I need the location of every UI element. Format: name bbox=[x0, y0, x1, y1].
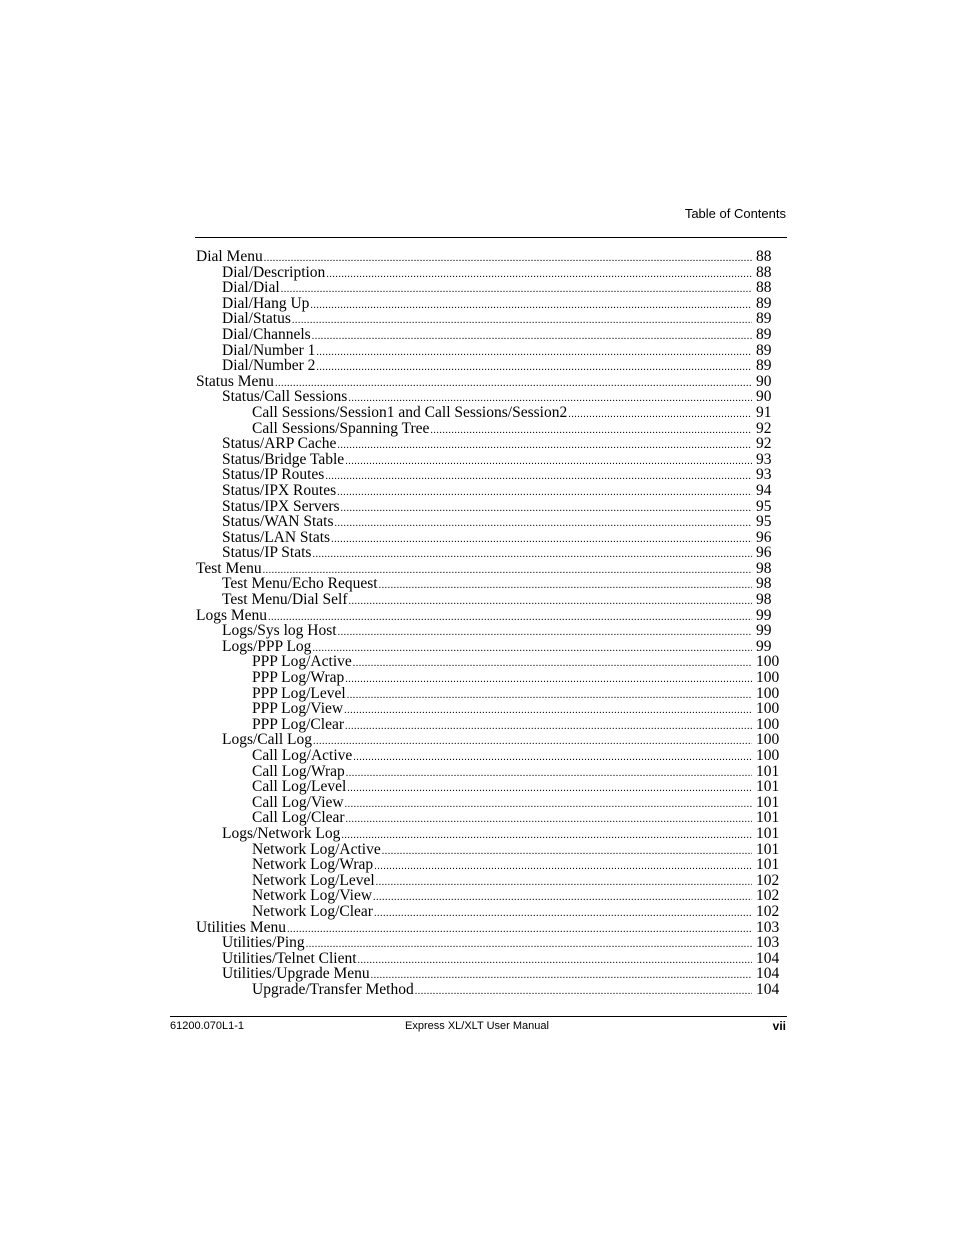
dot-leader bbox=[374, 859, 752, 875]
toc-entry-label: Upgrade/Transfer Method bbox=[252, 980, 414, 998]
toc-entry-page: 92 bbox=[756, 419, 772, 437]
dot-leader bbox=[338, 625, 752, 641]
toc-entry[interactable] bbox=[196, 639, 786, 655]
toc-entry[interactable] bbox=[196, 296, 786, 312]
toc-entry[interactable] bbox=[196, 810, 786, 826]
footer-page-number: vii bbox=[772, 1019, 786, 1033]
dot-leader bbox=[415, 984, 752, 1000]
toc-entry-label: Logs/Network Log bbox=[222, 824, 341, 842]
toc-entry[interactable] bbox=[196, 857, 786, 873]
toc-entry-label: Status/WAN Stats bbox=[222, 513, 334, 531]
toc-entry-page: 96 bbox=[756, 528, 772, 546]
toc-entry-page: 101 bbox=[756, 824, 780, 842]
toc-entry-label: Status/IPX Servers bbox=[222, 497, 340, 515]
dot-leader bbox=[341, 501, 752, 517]
toc-entry-page: 99 bbox=[756, 606, 772, 624]
toc-entry[interactable] bbox=[196, 280, 786, 296]
toc-entry[interactable] bbox=[196, 764, 786, 780]
toc-entry-label: Network Log/Level bbox=[252, 871, 375, 889]
toc-entry[interactable] bbox=[196, 951, 786, 967]
toc-entry[interactable] bbox=[196, 311, 786, 327]
toc-entry-page: 95 bbox=[756, 497, 772, 515]
toc-entry-page: 100 bbox=[756, 715, 780, 733]
dot-leader bbox=[347, 781, 752, 797]
dot-leader bbox=[331, 532, 752, 548]
toc-entry-page: 99 bbox=[756, 622, 772, 640]
toc-entry[interactable] bbox=[196, 499, 786, 515]
toc-entry-label: Dial Menu bbox=[196, 248, 263, 265]
toc-entry-page: 101 bbox=[756, 840, 780, 858]
toc-entry-label: Network Log/View bbox=[252, 887, 373, 905]
toc-entry-page: 91 bbox=[756, 403, 772, 421]
toc-entry[interactable] bbox=[196, 779, 786, 795]
toc-entry[interactable] bbox=[196, 826, 786, 842]
toc-entry-page: 102 bbox=[756, 902, 780, 920]
toc-entry-label: Network Log/Clear bbox=[252, 902, 373, 920]
toc-entry-page: 102 bbox=[756, 871, 780, 889]
toc-entry[interactable] bbox=[196, 265, 786, 281]
toc-entry-label: Utilities/Ping bbox=[222, 934, 305, 952]
toc-entry-page: 89 bbox=[756, 325, 772, 343]
toc-entry-page: 104 bbox=[756, 949, 780, 967]
toc-entry-label: Call Log/Active bbox=[252, 747, 353, 764]
dot-leader bbox=[346, 766, 752, 782]
dot-leader bbox=[345, 719, 752, 735]
toc-entry-page: 88 bbox=[756, 279, 772, 297]
toc-entry-label: Test Menu/Echo Request bbox=[222, 575, 378, 593]
toc-entry[interactable] bbox=[196, 888, 786, 904]
toc-entry-label: Logs/Sys log Host bbox=[222, 622, 337, 640]
toc-entry-label: PPP Log/Wrap bbox=[252, 669, 345, 687]
toc-entry[interactable] bbox=[196, 561, 786, 577]
toc-entry-page: 98 bbox=[756, 591, 772, 609]
dot-leader bbox=[264, 251, 752, 267]
toc-entry-page: 100 bbox=[756, 669, 780, 687]
toc-entry-label: Test Menu bbox=[196, 559, 262, 577]
toc-entry-label: Dial/Number 2 bbox=[222, 357, 316, 375]
toc-entry-label: Call Log/View bbox=[252, 793, 344, 811]
dot-leader bbox=[379, 578, 752, 594]
toc-entry-label: Status Menu bbox=[196, 372, 274, 390]
toc-entry-page: 95 bbox=[756, 513, 772, 531]
dot-leader bbox=[358, 953, 752, 969]
toc-entry-label: Utilities/Telnet Client bbox=[222, 949, 357, 967]
toc-entry-page: 104 bbox=[756, 980, 780, 998]
toc-entry-label: Status/IP Stats bbox=[222, 544, 312, 562]
toc-entry-page: 101 bbox=[756, 809, 780, 827]
toc-entry-page: 90 bbox=[756, 372, 772, 390]
toc-entry-page: 100 bbox=[756, 700, 780, 718]
toc-entry[interactable] bbox=[196, 343, 786, 359]
dot-leader bbox=[312, 329, 752, 345]
toc-entry-label: Call Sessions/Session1 and Call Sessions/Session2 bbox=[252, 403, 568, 421]
toc-entry-label: Network Log/Active bbox=[252, 840, 381, 858]
toc-entry-label: Dial/Description bbox=[222, 263, 326, 281]
toc-entry[interactable] bbox=[196, 654, 786, 670]
toc-entry-page: 103 bbox=[756, 918, 780, 936]
dot-leader bbox=[306, 937, 752, 953]
toc-entry[interactable] bbox=[196, 545, 786, 561]
footer-doc-number: 61200.070L1-1 bbox=[170, 1020, 245, 1032]
toc-entry-label: Test Menu/Dial Self bbox=[222, 591, 348, 609]
toc-entry[interactable] bbox=[196, 576, 786, 592]
dot-leader bbox=[337, 438, 752, 454]
toc-entry[interactable] bbox=[196, 686, 786, 702]
toc-entry[interactable] bbox=[196, 358, 786, 374]
dot-leader bbox=[382, 844, 752, 860]
dot-leader bbox=[344, 703, 752, 719]
dot-leader bbox=[292, 313, 752, 329]
toc-entry[interactable] bbox=[196, 483, 786, 499]
toc-entry-page: 101 bbox=[756, 762, 780, 780]
toc-entry-page: 104 bbox=[756, 965, 780, 983]
toc-entry-page: 98 bbox=[756, 559, 772, 577]
dot-leader bbox=[325, 469, 752, 485]
toc-entry-page: 101 bbox=[756, 778, 780, 796]
toc-entry[interactable] bbox=[196, 904, 786, 920]
toc-entry-label: Network Log/Wrap bbox=[252, 856, 374, 874]
dot-leader bbox=[345, 672, 752, 688]
toc-entry[interactable] bbox=[196, 389, 786, 405]
dot-leader bbox=[371, 968, 752, 984]
dot-leader bbox=[348, 594, 752, 610]
toc-entry-page: 103 bbox=[756, 934, 780, 952]
toc-entry[interactable] bbox=[196, 966, 786, 982]
toc-entry-page: 90 bbox=[756, 388, 772, 406]
dot-leader bbox=[313, 734, 752, 750]
toc-entry-page: 96 bbox=[756, 544, 772, 562]
toc-entry-label: Utilities/Upgrade Menu bbox=[222, 965, 370, 983]
dot-leader bbox=[347, 688, 752, 704]
dot-leader bbox=[316, 345, 752, 361]
toc-entry-page: 89 bbox=[756, 357, 772, 375]
toc-entry-label: Call Sessions/Spanning Tree bbox=[252, 419, 430, 437]
toc-entry-label: Call Log/Wrap bbox=[252, 762, 345, 780]
toc-entry-label: Call Log/Clear bbox=[252, 809, 345, 827]
toc-entry-label: Status/Bridge Table bbox=[222, 450, 345, 468]
dot-leader bbox=[373, 890, 752, 906]
toc-entry-label: Dial/Dial bbox=[222, 279, 280, 297]
toc-entry[interactable] bbox=[196, 467, 786, 483]
dot-leader bbox=[312, 641, 752, 657]
toc-entry-label: Status/Call Sessions bbox=[222, 388, 348, 406]
toc-entry-page: 89 bbox=[756, 341, 772, 359]
toc-entry[interactable] bbox=[196, 249, 786, 265]
toc-entry-label: Status/IPX Routes bbox=[222, 481, 337, 499]
toc-entry-page: 93 bbox=[756, 466, 772, 484]
toc-entry-label: PPP Log/View bbox=[252, 700, 344, 718]
toc-entry[interactable] bbox=[196, 374, 786, 390]
toc-entry[interactable] bbox=[196, 514, 786, 530]
toc-entry[interactable] bbox=[196, 670, 786, 686]
toc-entry-page: 101 bbox=[756, 856, 780, 874]
toc-entry[interactable] bbox=[196, 795, 786, 811]
toc-entry-page: 99 bbox=[756, 637, 772, 655]
toc-entry-page: 102 bbox=[756, 887, 780, 905]
toc-entry-label: Utilities Menu bbox=[196, 918, 286, 936]
dot-leader bbox=[316, 360, 752, 376]
toc-entry[interactable] bbox=[196, 920, 786, 936]
header-divider bbox=[195, 237, 787, 238]
toc-entry-label: Logs Menu bbox=[196, 606, 268, 624]
dot-leader bbox=[337, 485, 752, 501]
toc-entry-page: 100 bbox=[756, 684, 780, 702]
toc-entry[interactable] bbox=[196, 935, 786, 951]
toc-entry-label: Logs/Call Log bbox=[222, 731, 312, 749]
toc-entry-page: 100 bbox=[756, 747, 780, 764]
toc-entry-page: 92 bbox=[756, 435, 772, 453]
toc-entry-page: 88 bbox=[756, 248, 772, 265]
dot-leader bbox=[345, 454, 752, 470]
toc-entry-label: Call Log/Level bbox=[252, 778, 347, 796]
toc-entry-page: 100 bbox=[756, 731, 780, 749]
toc-entry[interactable] bbox=[196, 592, 786, 608]
toc-entry-page: 101 bbox=[756, 793, 780, 811]
toc-entry-label: Dial/Status bbox=[222, 310, 291, 328]
toc-entry[interactable] bbox=[196, 405, 786, 421]
dot-leader bbox=[374, 906, 752, 922]
toc-entry-page: 89 bbox=[756, 294, 772, 312]
toc-entry-label: Dial/Number 1 bbox=[222, 341, 316, 359]
toc-entry[interactable] bbox=[196, 608, 786, 624]
toc-entry[interactable] bbox=[196, 421, 786, 437]
toc-entry-page: 93 bbox=[756, 450, 772, 468]
dot-leader bbox=[568, 407, 752, 423]
toc-entry-label: Dial/Channels bbox=[222, 325, 311, 343]
toc-entry[interactable] bbox=[196, 873, 786, 889]
toc-entry[interactable] bbox=[196, 701, 786, 717]
toc-entry[interactable] bbox=[196, 530, 786, 546]
dot-leader bbox=[268, 610, 752, 626]
dot-leader bbox=[376, 875, 752, 891]
dot-leader bbox=[353, 656, 752, 672]
toc-entry-label: Logs/PPP Log bbox=[222, 637, 312, 655]
dot-leader bbox=[312, 547, 752, 563]
toc-entry-label: Status/IP Routes bbox=[222, 466, 325, 484]
toc-entry-page: 100 bbox=[756, 653, 780, 671]
running-header-title: Table of Contents bbox=[684, 206, 786, 221]
toc-entry[interactable] bbox=[196, 842, 786, 858]
footer-manual-title: Express XL/XLT User Manual bbox=[405, 1020, 549, 1032]
dot-leader bbox=[341, 828, 752, 844]
toc-entry-label: PPP Log/Clear bbox=[252, 715, 345, 733]
toc-entry[interactable] bbox=[196, 717, 786, 733]
footer-divider bbox=[170, 1016, 787, 1017]
dot-leader bbox=[430, 423, 752, 439]
toc-entry-label: Status/LAN Stats bbox=[222, 528, 331, 546]
toc-entry-page: 98 bbox=[756, 575, 772, 593]
toc-entry[interactable] bbox=[196, 623, 786, 639]
toc-entry-label: Dial/Hang Up bbox=[222, 294, 310, 312]
toc-entry-label: PPP Log/Level bbox=[252, 684, 346, 702]
toc-entry[interactable] bbox=[196, 452, 786, 468]
dot-leader bbox=[346, 812, 752, 828]
dot-leader bbox=[335, 516, 752, 532]
toc-entry[interactable] bbox=[196, 732, 786, 748]
toc-entry-label: PPP Log/Active bbox=[252, 653, 352, 671]
dot-leader bbox=[310, 298, 752, 314]
dot-leader bbox=[326, 267, 752, 283]
toc-entry-page: 89 bbox=[756, 310, 772, 328]
toc-entry[interactable] bbox=[196, 982, 786, 998]
toc-entry-page: 88 bbox=[756, 263, 772, 281]
toc-entry-page: 94 bbox=[756, 481, 772, 499]
toc-entry[interactable] bbox=[196, 748, 786, 764]
dot-leader bbox=[353, 750, 752, 766]
dot-leader bbox=[281, 282, 752, 298]
dot-leader bbox=[287, 922, 752, 938]
dot-leader bbox=[345, 797, 752, 813]
table-of-contents bbox=[196, 249, 786, 998]
toc-entry[interactable] bbox=[196, 436, 786, 452]
toc-entry-label: Status/ARP Cache bbox=[222, 435, 337, 453]
toc-entry[interactable] bbox=[196, 327, 786, 343]
